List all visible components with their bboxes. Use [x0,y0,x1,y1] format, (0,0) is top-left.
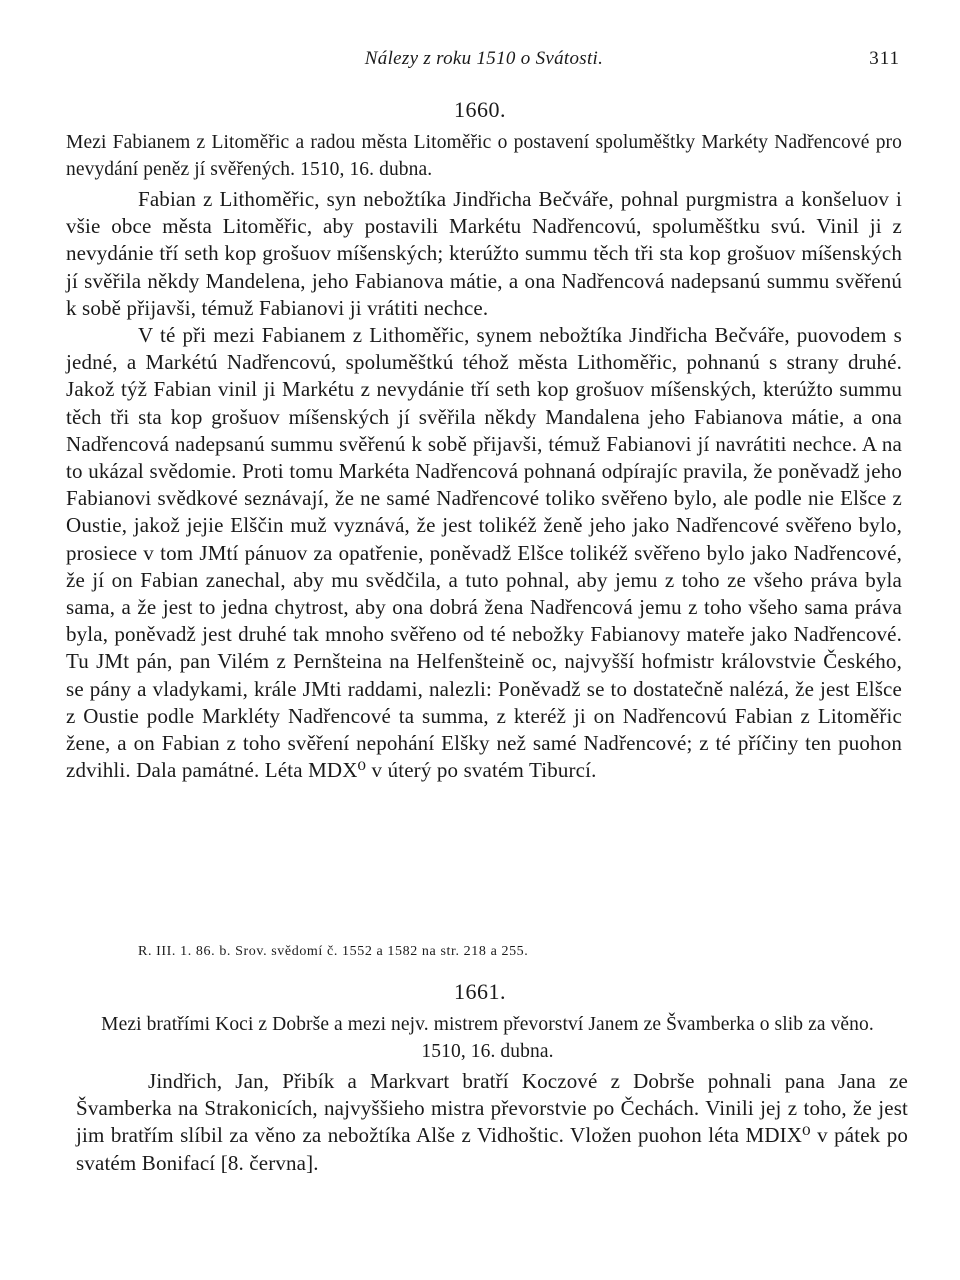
paragraph: Jindřich, Jan, Přibík a Markvart bratří Koczové z Dobrše pohnali pana Jana ze Švamberka na Strakonicích, najvyššieho mistra převorstvie po Čechách. Vinili jej z toho, že jest jim bratřím slíbil za věno za nebožtíka Alše z Vidhoštic. Vložen puohon léta MDIX⁰ v pátek po svatém Bonifací [8. června]. [76,1069,908,1175]
page-number: 311 [869,48,900,69]
entry-body [66,186,902,784]
entry-number: 1660. [454,97,506,122]
entry-regest: Mezi Fabianem z Litoměřic a radou města Litoměřic o postavení spoluměštky Markéty Nadřencové pro nevydání peněz jí svěřených. 1510, 16. dubna. [66,132,902,180]
entry-body [76,1068,908,1177]
running-title: Nálezy z roku 1510 o Svátosti. [364,48,604,69]
paragraph: Fabian z Lithoměřic, syn nebožtíka Jindřicha Bečváře, pohnal purgmistra a konšeluov i všie obce města Litoměřic, aby postavili Markétu Nadřencovú, spoluměštku svú. Vinil ji z nevydánie tří seth kop grošuov míšenských; kterúžto summu těch tři sta kop grošuov míšenských jí svěřila někdy Mandelena, jeho Fabianova mátie, a ona Nadřencová nadepsanú summu svěřenú k sobě přijavši, témuž Fabianovi ji vrátiti nechce. [66,187,902,320]
entry-regest: Mezi bratřími Koci z Dobrše a mezi nejv. mistrem převorství Janem ze Švamberka o slib za věno. 1510, 16. dubna. [101,1014,874,1062]
source-note: R. III. 1. 86. b. Srov. svědomí č. 1552 a 1582 na str. 218 a 255. [138,944,529,959]
running-header [66,48,902,74]
entry-number: 1661. [454,979,506,1004]
paragraph: V té při mezi Fabianem z Lithoměřic, synem nebožtíka Jindřicha Bečváře, puovodem s jedné, a Markétú Nadřencovú, spoluměštkú téhož města Lithoměřic, pohnanú s strany druhé. Jakož týž Fabian vinil ji Markétu z nevydánie tří seth kop grošuov míšenských, kterúžto summu těch tři sta kop grošuov míšenských jí svěřila někdy Mandalena jeho Fabianova mátie, a ona Nadřencová nadepsanú summu svěřenú k sobě přijavši, témuž Fabianovi jí navrátiti nechce. A na to ukázal svědomie. Proti tomu Markéta Nadřencová pohnaná odpírajíc pravila, že poněvadž jeho Fabianovi svědkové seznávají, že ne samé Nadřencové toliko svěřeno bylo, ale podle nie Elšce z Oustie, jakož jejie Elščin muž vyznává, že jest tolikéž ženě jeho jako Nadřencové svěřeno bylo, prosiece v tom JMtí pánuov za opatřenie, poněvadž Elšce tolikéž svěřeno bylo jako Nadřencové, že jí on Fabian zanechal, aby mu svědčila, a tuto pohnal, aby jemu z toho ze všeho práva byla sama, a že jest to jedna chytrost, aby ona dobrá žena Nadřencová jemu z toho všeho sama práva byla, poněvadž jest druhé tak mnoho svěřeno od té nebožky Fabianovy mateře jako Nadřencové. Tu JMt pán, pan Vilém z Pernšteina na Helfenšteině oc, najvyšší hofmistr královstvie Českého, se pány a vladykami, krále JMti raddami, nalezli: Poněvadž se to dostatečně nalézá, že jest Elšce z Oustie podle Markléty Nadřencové ta summa, z kteréž ji on Nadřencovú Fabian z Litoměřic žene, a on Fabian z toho svěření nepohání Elšky než samé Nadřencové; z té příčiny ten puohon zdvihli. Dala památné. Léta MDX⁰ v úterý po svatém Tiburcí. [66,323,902,783]
